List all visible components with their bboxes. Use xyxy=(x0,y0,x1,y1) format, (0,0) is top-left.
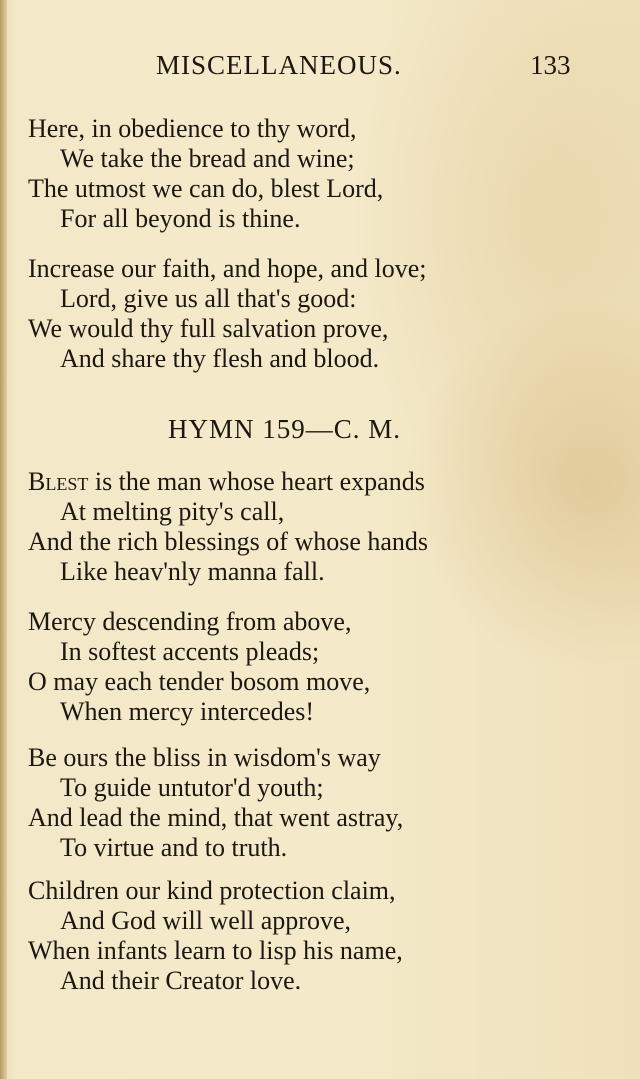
stanza-prev-1 xyxy=(28,114,383,234)
verse-line: Mercy descending from above, xyxy=(28,607,352,636)
verse-line: And lead the mind, that went astray, xyxy=(28,803,404,832)
verse-line: Be ours the bliss in wisdom's way xyxy=(28,743,381,772)
verse-line: Lord, give us all that's good: xyxy=(60,284,357,313)
verse-line xyxy=(28,467,428,497)
verse-line: We take the bread and wine; xyxy=(60,144,355,173)
verse-line: When mercy intercedes! xyxy=(60,697,315,726)
hymn-title: HYMN 159—C. M. xyxy=(168,414,402,444)
first-word: Blest xyxy=(28,467,89,496)
verse-line: We would thy full salvation prove, xyxy=(28,314,389,343)
verse-line: And share thy flesh and blood. xyxy=(60,344,380,373)
hymn-stanza-2 xyxy=(28,607,370,727)
verse-line: Here, in obedience to thy word, xyxy=(28,114,357,143)
verse-line: And the rich blessings of whose hands xyxy=(28,527,429,556)
verse-line: Increase our faith, and hope, and love; xyxy=(28,254,427,283)
verse-line: At melting pity's call, xyxy=(60,497,285,526)
verse-line: To virtue and to truth. xyxy=(60,833,288,862)
verse-line: In softest accents pleads; xyxy=(60,637,320,666)
hymn-stanza-3 xyxy=(28,743,403,863)
verse-line: For all beyond is thine. xyxy=(60,204,301,233)
first-line-rest: is the man whose heart expands xyxy=(88,467,425,496)
page-spine-shadow xyxy=(0,0,7,1079)
stanza-prev-2 xyxy=(28,254,427,374)
verse-line: And God will well approve, xyxy=(60,906,352,935)
running-title: MISCELLANEOUS. xyxy=(156,50,402,80)
hymn-stanza-1 xyxy=(28,467,428,587)
hymn-stanza-4 xyxy=(28,876,403,996)
verse-line: To guide untutor'd youth; xyxy=(60,773,324,802)
page-number: 133 xyxy=(530,50,571,80)
verse-line: Like heav'nly manna fall. xyxy=(60,557,325,586)
verse-line: O may each tender bosom move, xyxy=(28,667,371,696)
verse-line: The utmost we can do, blest Lord, xyxy=(28,174,384,203)
verse-line: And their Creator love. xyxy=(60,966,302,995)
verse-line: Children our kind protection claim, xyxy=(28,876,396,905)
verse-line: When infants learn to lisp his name, xyxy=(28,936,403,965)
